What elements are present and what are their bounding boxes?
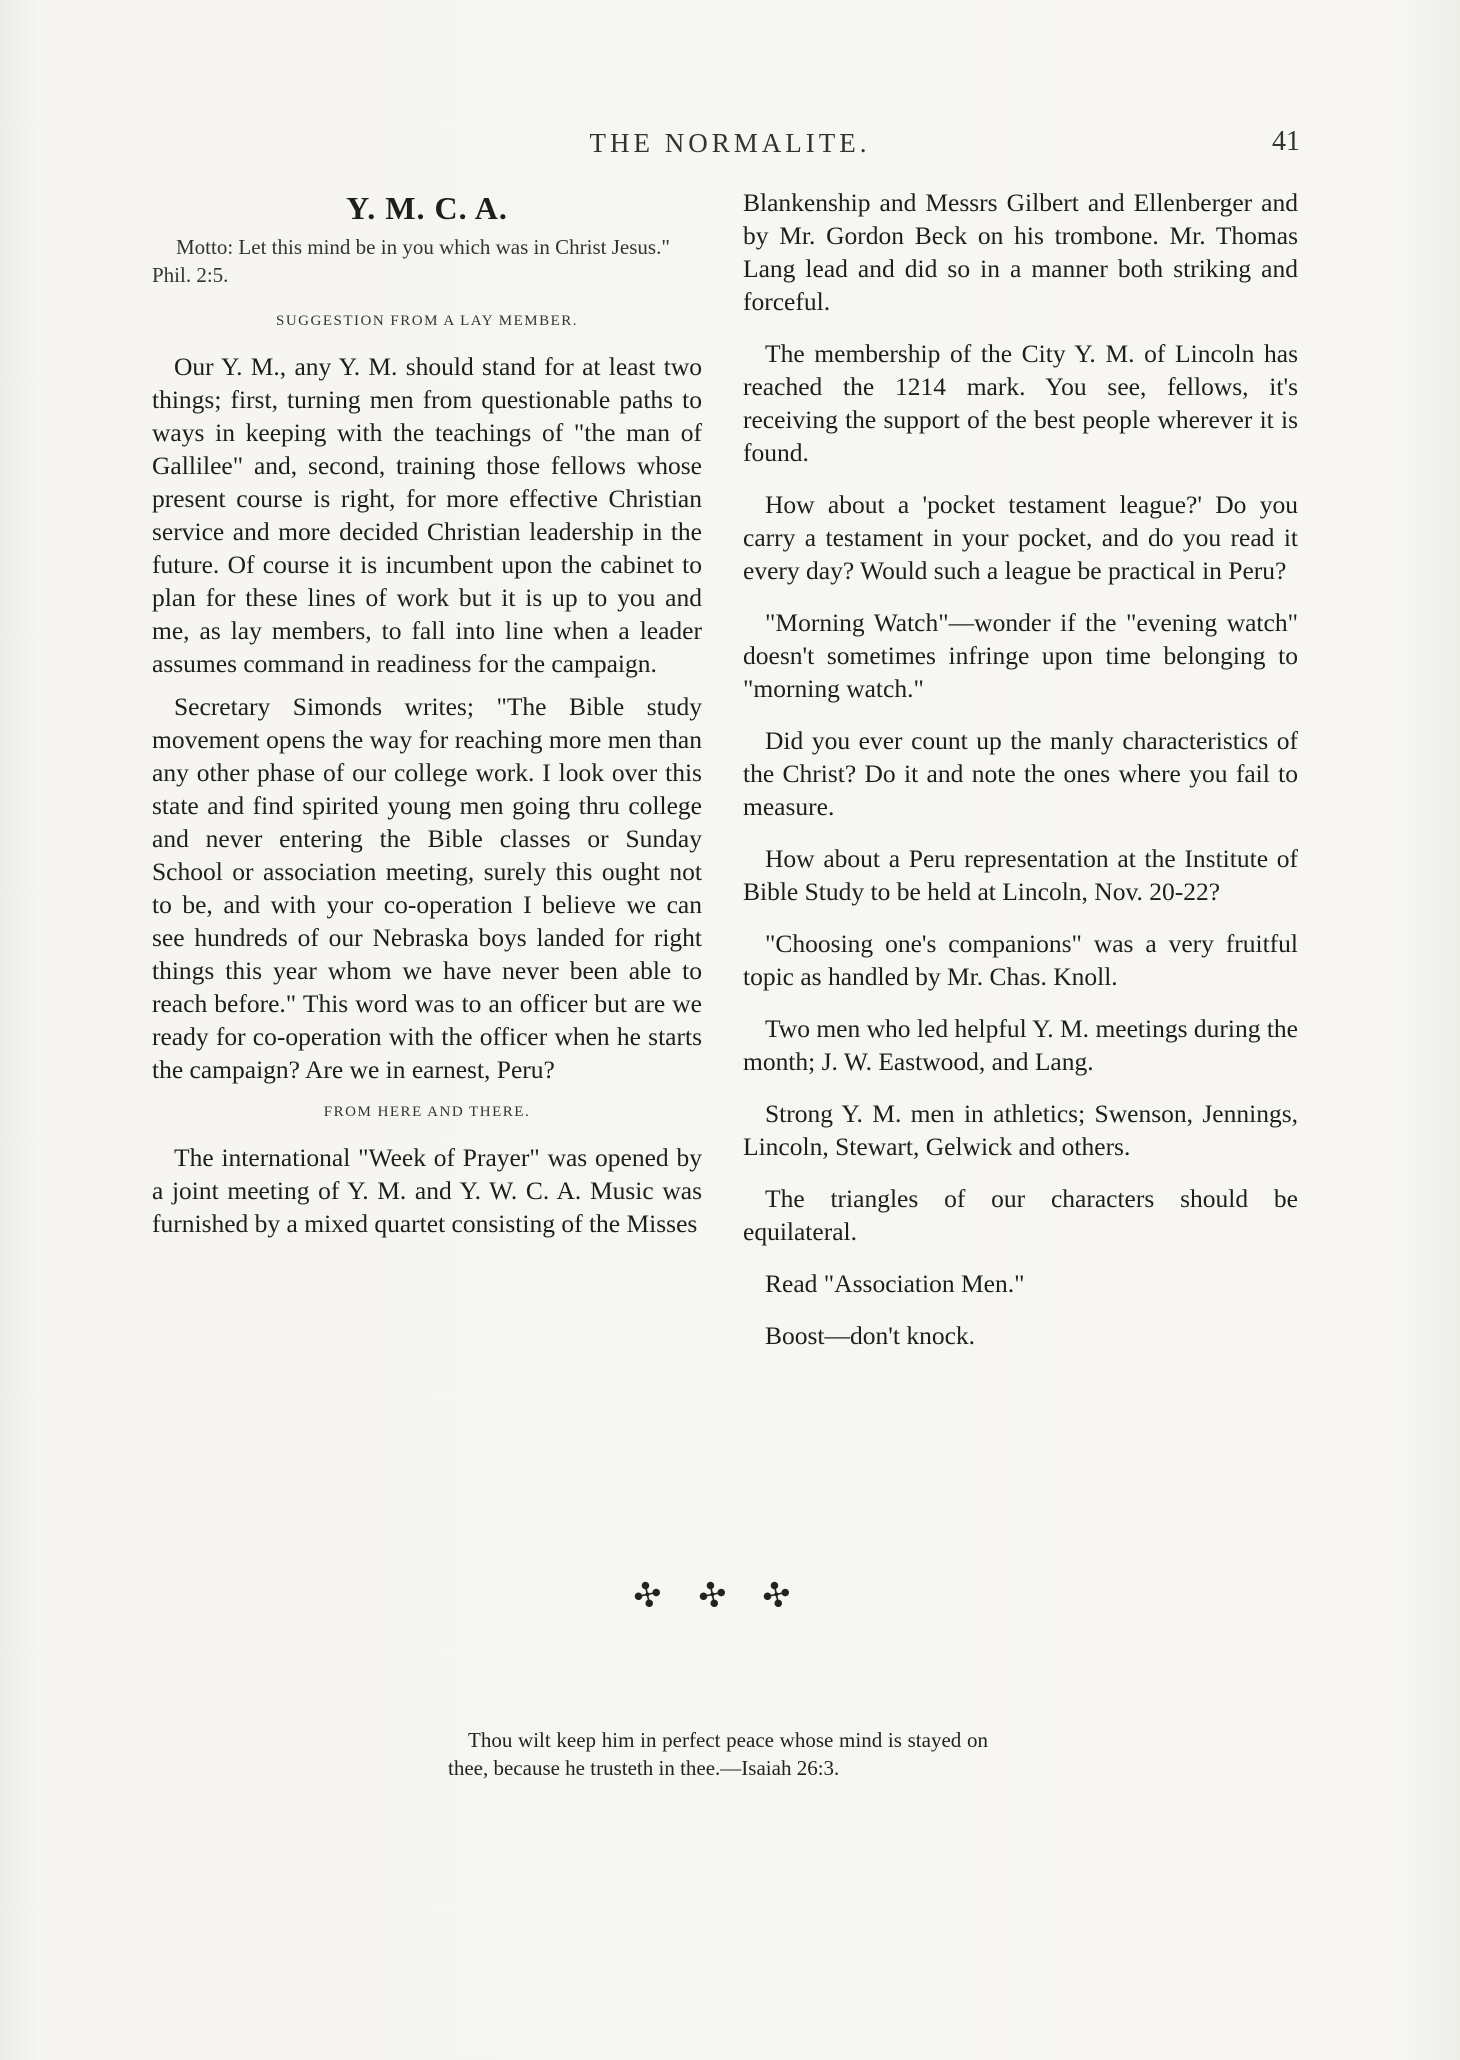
paragraph: How about a 'pocket testament league?' Do you carry a testament in your pocket, and do you read it every day? Would such a league be practical in Peru? bbox=[743, 490, 1298, 585]
paragraph: Our Y. M., any Y. M. should stand for at least two things; first, turning men from questionable paths to ways in keeping with the teachings of "the man of Gallilee" and, second, training those fellows whose present course is right, for more effective Christian service and more decided Christian leadership in the future. Of course it is incumbent upon the cabinet to plan for these lines of work but it is up to you and me, as lay members, to fall into line when a leader assumes command in readiness for the campaign. bbox=[152, 352, 702, 678]
paragraph: The international "Week of Prayer" was opened by a joint meeting of Y. M. and Y. W. C. A. Music was furnished by a mixed quartet consisting of the Misses bbox=[152, 1143, 702, 1238]
page-number: 41 bbox=[1272, 126, 1300, 157]
ornament-icon: ✣ bbox=[758, 1565, 831, 1619]
paragraph: Strong Y. M. men in athletics; Swenson, Jennings, Lincoln, Stewart, Gelwick and others. bbox=[743, 1099, 1298, 1161]
ornament-icon: ✣ bbox=[694, 1565, 766, 1619]
paragraph: Blankenship and Messrs Gilbert and Ellenberger and by Mr. Gordon Beck on his trombone. Mr. Thomas Lang lead and did so in a manner both striking and forceful. bbox=[743, 188, 1298, 316]
paragraph: Read "Association Men." bbox=[765, 1269, 1025, 1298]
right-column bbox=[743, 186, 1298, 1371]
paragraph: The triangles of our characters should be equilateral. bbox=[743, 1184, 1298, 1246]
left-column bbox=[152, 186, 702, 1250]
scripture-verse: Thou wilt keep him in perfect peace whose mind is stayed on thee, because he trusteth in thee.—Isaiah 26:3. bbox=[448, 1728, 988, 1780]
ornament-icon: ✣ bbox=[629, 1565, 702, 1619]
paragraph: Did you ever count up the manly characteristics of the Christ? Do it and note the ones where you fail to measure. bbox=[743, 726, 1298, 821]
paragraph: "Morning Watch"—wonder if the "evening watch" doesn't sometimes infringe upon time belonging to "morning watch." bbox=[743, 608, 1298, 703]
paragraph: The membership of the City Y. M. of Lincoln has reached the 1214 mark. You see, fellows, it's receiving the support of the best people wherever it is found. bbox=[743, 339, 1298, 467]
paragraph: "Choosing one's companions" was a very fruitful topic as handled by Mr. Chas. Knoll. bbox=[743, 929, 1298, 991]
motto: Motto: Let this mind be in you which was in Christ Jesus." Phil. 2:5. bbox=[152, 235, 670, 287]
ornament-divider bbox=[0, 1565, 1460, 1619]
subhead-suggestion: SUGGESTION FROM A LAY MEMBER. bbox=[275, 313, 578, 329]
running-title: THE NORMALITE. bbox=[589, 128, 871, 158]
paragraph: Two men who led helpful Y. M. meetings during the month; J. W. Eastwood, and Lang. bbox=[743, 1014, 1298, 1076]
paragraph: How about a Peru representation at the Institute of Bible Study to be held at Lincoln, Nov. 20-22? bbox=[743, 844, 1298, 906]
paragraph: Boost—don't knock. bbox=[765, 1321, 976, 1350]
paragraph: Secretary Simonds writes; "The Bible study movement opens the way for reaching more men than any other phase of our college work. I look over this state and find spirited young men going thru college and never entering the Bible classes or Sunday School or association meeting, surely this ought not to be, and with your co-operation I believe we can see hundreds of our Nebraska boys landed for right things this year whom we have never been able to reach before." This word was to an officer but are we ready for co-operation with the officer when he starts the campaign? Are we in earnest, Peru? bbox=[152, 692, 702, 1084]
article-title: Y. M. C. A. bbox=[346, 190, 508, 226]
subhead-here-and-there: FROM HERE AND THERE. bbox=[323, 1104, 531, 1120]
